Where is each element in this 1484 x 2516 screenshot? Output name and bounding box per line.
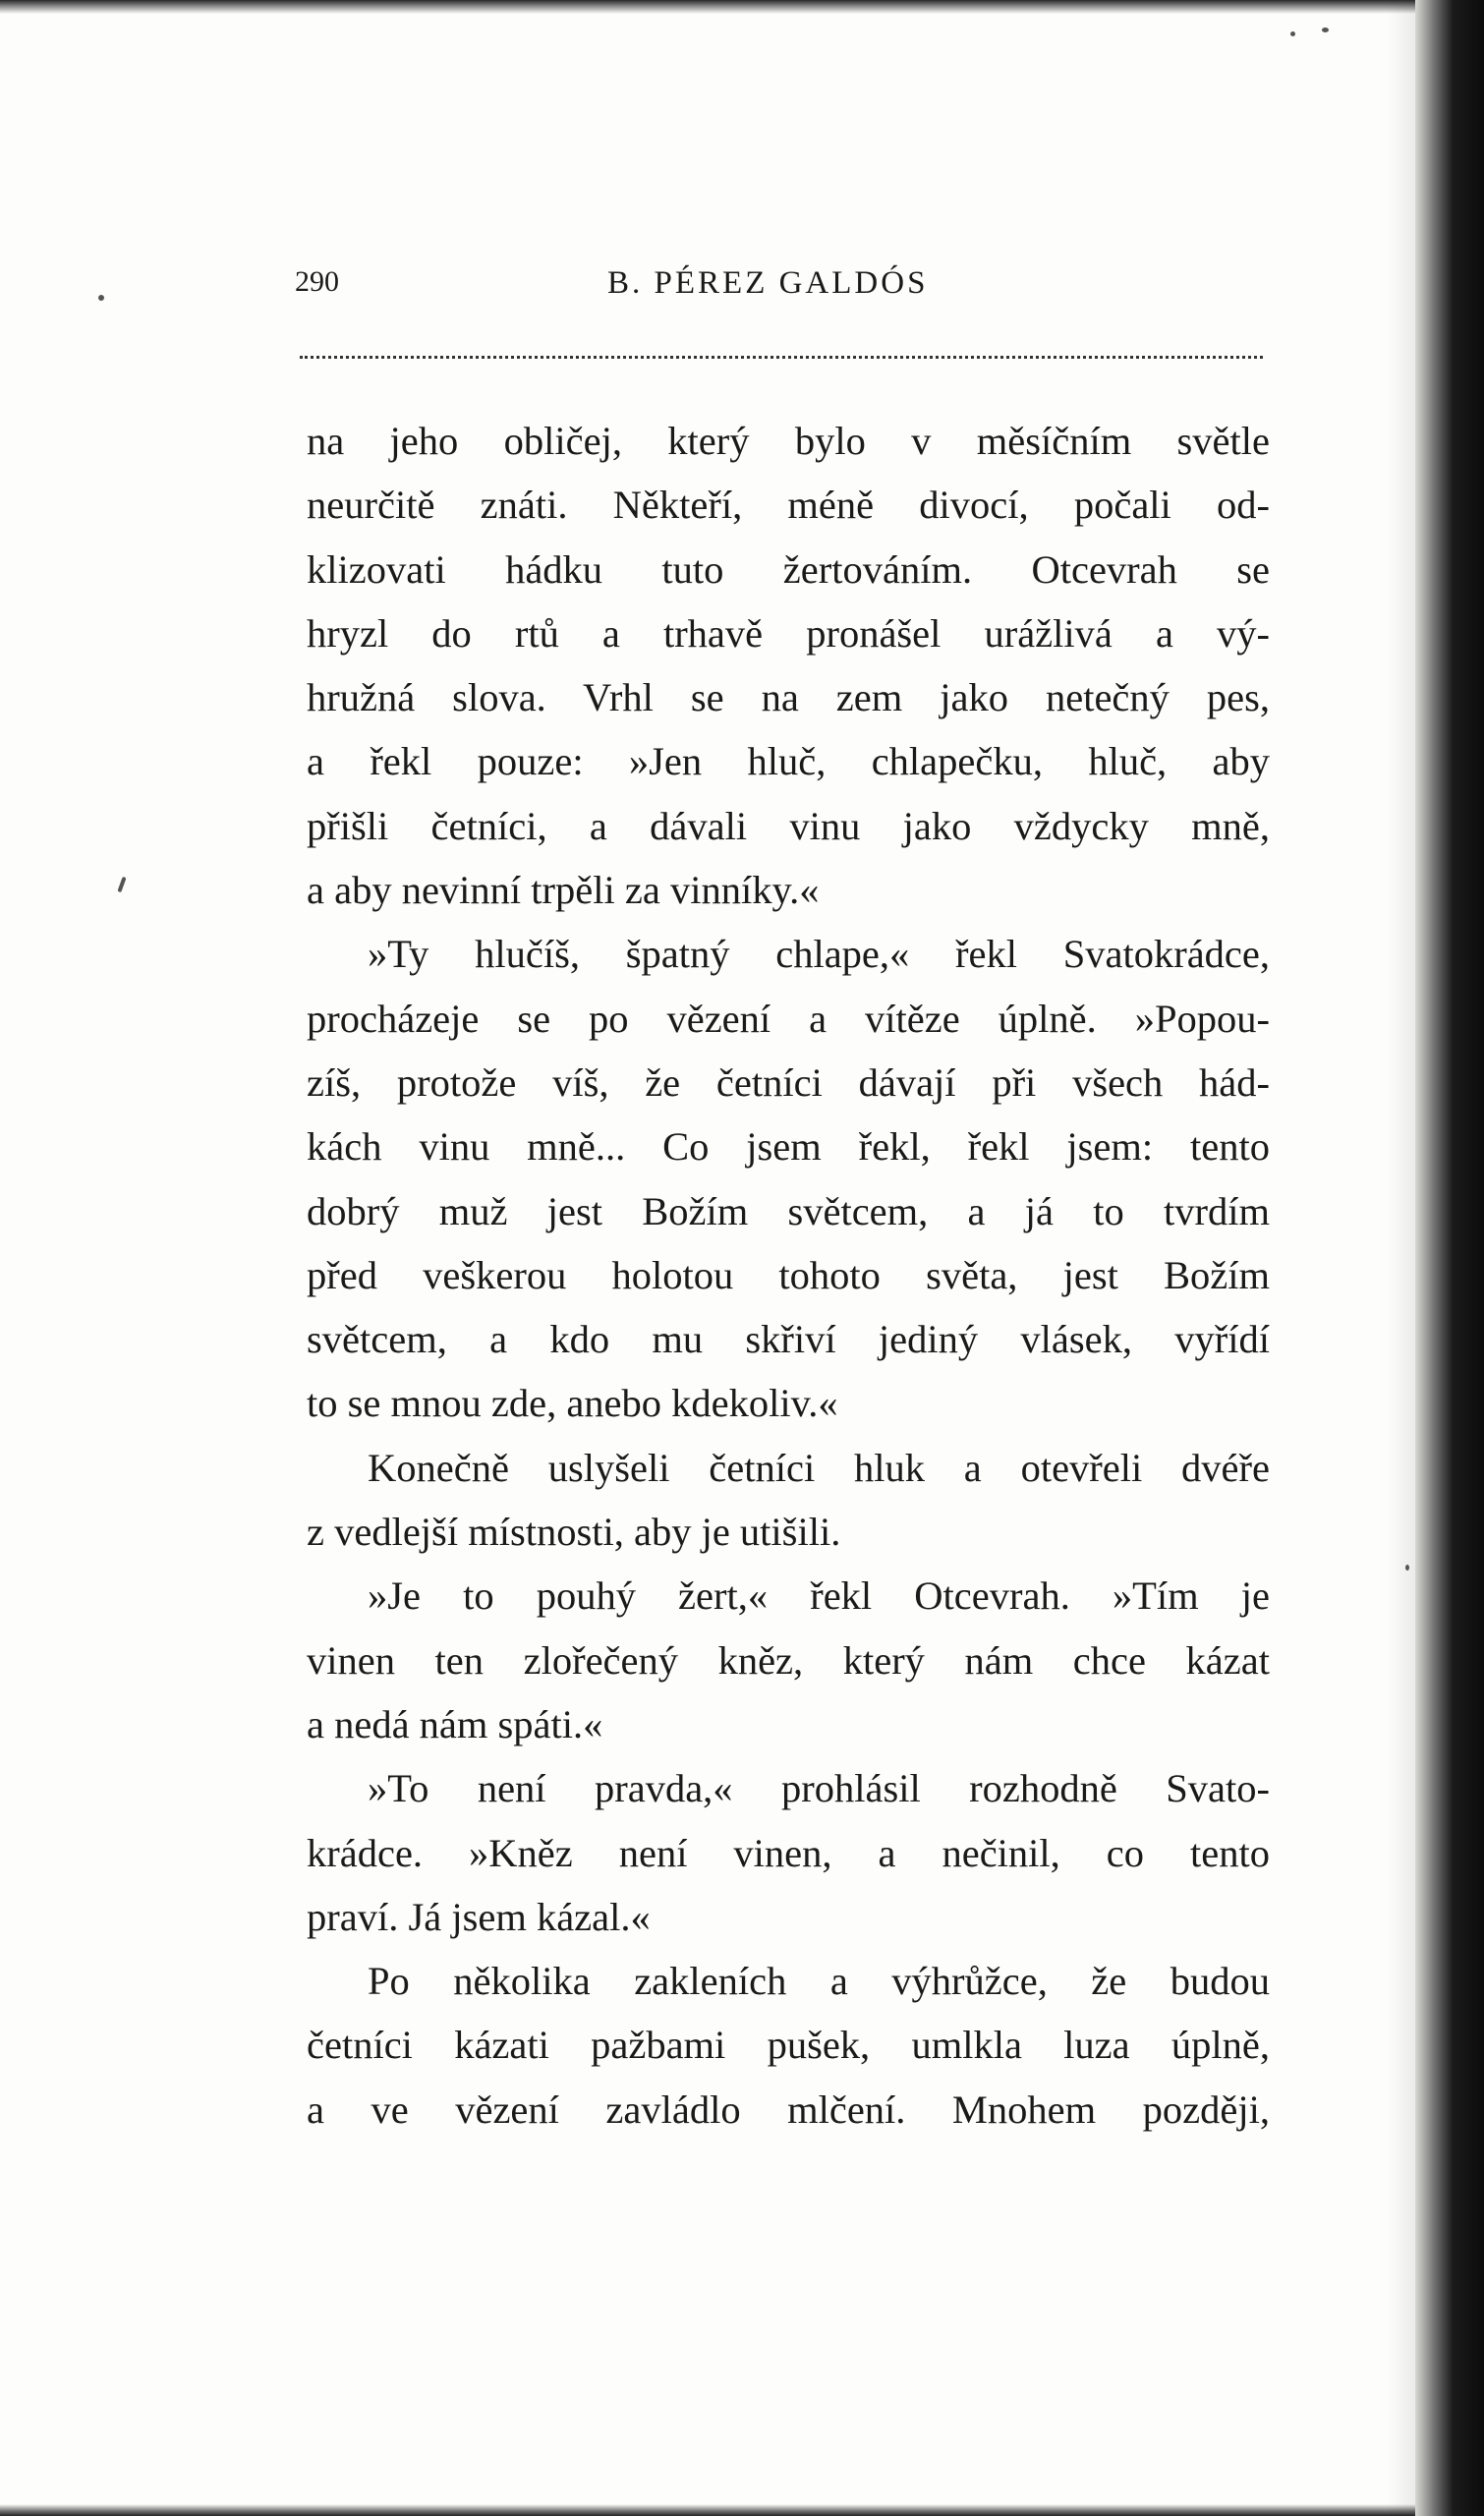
text-line: klizovati hádku tuto žertováním. Otcevrah se	[307, 546, 1270, 592]
text-line: a nedá nám spáti.«	[307, 1701, 603, 1746]
text-line: Po několika zakleních a výhrůžce, že budou	[368, 1959, 1270, 2004]
header-dotted-rule	[300, 356, 1263, 359]
text-line: »Ty hlučíš, špatný chlape,« řekl Svatokrádce,	[368, 932, 1270, 977]
page-header	[295, 265, 1268, 314]
text-line: praví. Já jsem kázal.«	[307, 1894, 651, 1939]
binding-shadow	[1386, 0, 1415, 2516]
text-line: a ve vězení zavládlo mlčení. Mnohem později,	[307, 2087, 1270, 2132]
text-line: a aby nevinní trpěli za vinníky.«	[307, 868, 820, 913]
book-binding-edge	[1415, 0, 1484, 2516]
scan-speck	[117, 877, 126, 892]
text-line: to se mnou zde, anebo kdekoliv.«	[307, 1381, 838, 1426]
scan-speck	[1405, 1565, 1409, 1571]
scan-speck	[1290, 31, 1295, 36]
text-line: světcem, a kdo mu skřiví jediný vlásek, vyřídí	[307, 1317, 1270, 1362]
text-line: hryzl do rtů a trhavě pronášel urážlivá a vý-	[307, 610, 1270, 656]
text-line: kách vinu mně... Co jsem řekl, řekl jsem: tento	[307, 1124, 1270, 1170]
text-line: neurčitě znáti. Někteří, méně divocí, počali od-	[307, 483, 1270, 528]
text-line: dobrý muž jest Božím světcem, a já to tvrdím	[307, 1188, 1270, 1233]
running-head: B. PÉREZ GALDÓS	[607, 265, 929, 301]
text-line: před veškerou holotou tohoto světa, jest Božím	[307, 1252, 1270, 1297]
text-line: a řekl pouze: »Jen hluč, chlapečku, hluč, aby	[307, 739, 1270, 784]
text-line: »Je to pouhý žert,« řekl Otcevrah. »Tím je	[368, 1573, 1270, 1619]
scan-speck	[1322, 28, 1329, 32]
text-line: hružná slova. Vrhl se na zem jako netečný pes,	[307, 675, 1270, 720]
text-line: na jeho obličej, který bylo v měsíčním světle	[307, 419, 1270, 463]
page-top-edge	[0, 0, 1415, 14]
scan-speck	[98, 295, 104, 301]
text-line: krádce. »Kněz není vinen, a nečinil, co tento	[307, 1830, 1270, 1875]
text-line: z vedlejší místnosti, aby je utišili.	[307, 1510, 841, 1555]
text-line: Konečně uslyšeli četníci hluk a otevřeli dvéře	[368, 1445, 1270, 1490]
text-line: »To není pravda,« prohlásil rozhodně Svato-	[368, 1766, 1270, 1811]
page-number: 290	[295, 265, 339, 298]
text-line: četníci kázati pažbami pušek, umlkla luza úplně,	[307, 2023, 1270, 2068]
page-bottom-edge	[0, 2504, 1415, 2516]
body-text	[307, 409, 1270, 2142]
text-line: procházeje se po vězení a vítěze úplně. »Popou-	[307, 996, 1270, 1041]
text-line: zíš, protože víš, že četníci dávají při všech hád-	[307, 1059, 1270, 1105]
text-line: přišli četníci, a dávali vinu jako vždycky mně,	[307, 803, 1270, 848]
text-line: vinen ten zlořečený kněz, který nám chce kázat	[307, 1637, 1270, 1683]
